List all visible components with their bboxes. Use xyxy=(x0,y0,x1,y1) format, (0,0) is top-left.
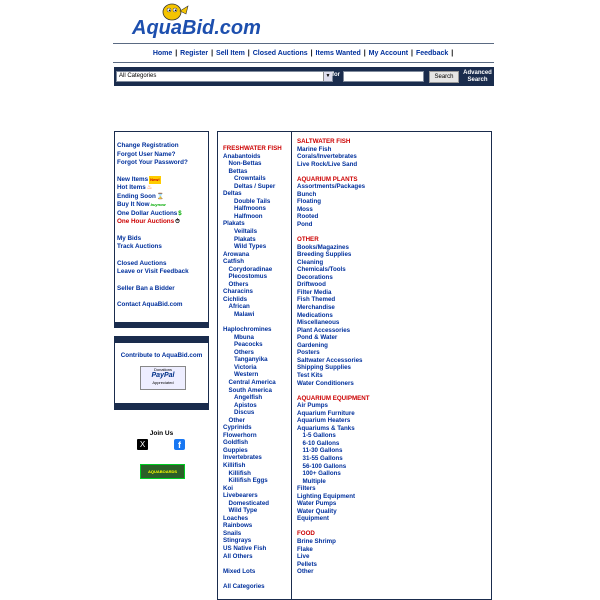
x-icon[interactable]: X xyxy=(137,439,148,450)
nav-closed-auctions[interactable]: Closed Auctions xyxy=(252,50,308,57)
category-link[interactable]: Corydoradinae xyxy=(228,265,273,273)
category-link[interactable]: Wild Types xyxy=(234,243,267,251)
contribute-box xyxy=(114,336,209,410)
category-link[interactable]: 11-30 Gallons xyxy=(302,447,343,455)
category-link[interactable]: Live Rock/Live Sand xyxy=(297,160,358,168)
menu-bottom-band xyxy=(115,322,208,328)
category-link[interactable]: Malawi xyxy=(234,311,255,319)
nav-feedback[interactable]: Feedback xyxy=(415,50,449,57)
category-link[interactable]: Pellets xyxy=(297,560,317,568)
category-link[interactable]: Central America xyxy=(228,378,276,386)
category-link[interactable]: African xyxy=(228,303,250,311)
nav-my-account[interactable]: My Account xyxy=(368,50,409,57)
closed-auctions-link[interactable]: Closed Auctions xyxy=(117,259,167,267)
category-link[interactable]: Floating xyxy=(297,198,322,206)
category-link[interactable]: Miscellaneous xyxy=(297,319,340,327)
hot-items-link[interactable]: Hot Items♨ xyxy=(117,184,153,191)
category-link[interactable]: Flowerhorn xyxy=(223,431,257,439)
category-link[interactable]: Bunch xyxy=(297,190,317,198)
category-link[interactable]: Decorations xyxy=(297,273,333,281)
category-link[interactable]: Domesticated xyxy=(228,499,270,507)
category-link[interactable]: 56-100 Gallons xyxy=(302,462,347,470)
category-link[interactable]: Discus xyxy=(234,409,255,417)
category-link[interactable]: Saltwater Accessories xyxy=(297,356,363,364)
category-link[interactable]: Plecostomus xyxy=(228,273,268,281)
category-link[interactable]: Western xyxy=(234,371,259,379)
category-link[interactable]: Multiple xyxy=(302,477,326,485)
category-link[interactable]: Killifish xyxy=(228,469,251,477)
category-link[interactable]: Shipping Supplies xyxy=(297,364,351,372)
category-link[interactable]: Cyprinids xyxy=(223,424,252,432)
advanced-search-link[interactable]: Advanced Search xyxy=(463,70,492,83)
forgot-username-link[interactable]: Forgot User Name? xyxy=(117,150,176,158)
category-heading: FRESHWATER FISH xyxy=(223,145,282,152)
contact-link[interactable]: Contact AquaBid.com xyxy=(117,301,183,308)
category-link[interactable]: 100+ Gallons xyxy=(302,470,341,478)
category-link[interactable]: Lighting Equipment xyxy=(297,492,356,500)
category-link[interactable]: Chemicals/Tools xyxy=(297,266,346,274)
category-link[interactable]: Aquarium Furniture xyxy=(297,409,355,417)
buy-it-now-link[interactable]: Buy It Nowbuynow xyxy=(117,201,166,208)
category-link[interactable]: Halfmoons xyxy=(234,205,266,213)
category-link[interactable]: Plakats xyxy=(234,235,256,243)
category-link[interactable]: Merchandise xyxy=(297,304,335,312)
category-link[interactable]: Veiltails xyxy=(234,228,258,236)
category-link[interactable]: Marine Fish xyxy=(297,145,332,153)
search-input[interactable] xyxy=(343,71,424,82)
category-link[interactable]: All Others xyxy=(223,552,253,560)
category-link[interactable]: Wild Type xyxy=(228,507,258,515)
nav-separator: | xyxy=(451,50,454,57)
for-label: for xyxy=(332,72,340,78)
category-link[interactable]: Livebearers xyxy=(223,492,258,500)
category-heading: OTHER xyxy=(297,236,319,244)
nav-separator: | xyxy=(175,50,178,57)
spacer xyxy=(297,229,370,237)
paypal-donate-button[interactable] xyxy=(140,366,186,390)
category-heading: FOOD xyxy=(297,530,315,538)
left-menu xyxy=(114,131,209,328)
nav-divider xyxy=(113,62,494,63)
category-link[interactable]: Stingrays xyxy=(223,537,252,545)
category-link[interactable]: Arowana xyxy=(223,250,250,258)
category-link[interactable]: Driftwood xyxy=(297,281,326,289)
nav-separator: | xyxy=(211,50,214,57)
category-link[interactable]: Rainbows xyxy=(223,522,253,530)
logo-text: AquaBid.com xyxy=(132,17,261,39)
category-link[interactable]: Halfmoon xyxy=(234,212,263,220)
category-link[interactable]: Killifish Eggs xyxy=(228,477,268,485)
category-link[interactable]: Water Conditioners xyxy=(297,379,354,387)
category-link[interactable]: Aquarium Heaters xyxy=(297,417,351,425)
category-link[interactable]: Koi xyxy=(223,484,233,492)
category-link[interactable]: Corals/Invertebrates xyxy=(297,153,357,161)
buynow-badge-icon: buynow xyxy=(150,202,166,207)
category-link[interactable]: Deltas / Super xyxy=(234,182,276,190)
categories-right-column xyxy=(297,138,370,576)
track-auctions-link[interactable]: Track Auctions xyxy=(117,243,162,250)
category-link[interactable]: Medications xyxy=(297,311,333,319)
category-link[interactable]: Filters xyxy=(297,485,316,493)
change-registration-link[interactable]: Change Registration xyxy=(117,142,179,149)
category-link[interactable]: Goldfish xyxy=(223,439,249,447)
category-link[interactable]: Pond xyxy=(297,221,313,229)
category-link[interactable]: Angelfish xyxy=(234,394,263,402)
category-link[interactable]: Killifish xyxy=(223,461,246,469)
categories-left-column xyxy=(223,145,282,590)
category-link[interactable]: Fish Themed xyxy=(297,296,336,304)
aquabid-logo[interactable] xyxy=(130,2,261,42)
category-link[interactable]: 1-5 Gallons xyxy=(302,432,336,440)
category-link[interactable]: Filter Media xyxy=(297,288,332,296)
categories-box xyxy=(217,131,492,600)
category-link[interactable]: Guppies xyxy=(223,446,248,454)
one-hour-auctions-link[interactable]: One Hour Auctions⏱ xyxy=(117,218,180,225)
category-link[interactable]: Mbuna xyxy=(234,333,254,341)
category-link[interactable]: Tanganyika xyxy=(234,356,268,364)
new-badge-icon: New! xyxy=(149,176,161,185)
contribute-title: Contribute to AquaBid.com xyxy=(120,352,203,359)
nav-separator: | xyxy=(247,50,250,57)
seller-ban-link[interactable]: Seller Ban a Bidder xyxy=(117,284,175,292)
category-link[interactable]: Water Pumps xyxy=(297,500,337,508)
top-navigation xyxy=(113,50,494,57)
category-link[interactable]: Double Tails xyxy=(234,197,271,205)
category-link[interactable]: Water Quality xyxy=(297,507,337,515)
category-link[interactable]: Other xyxy=(228,416,246,424)
category-link[interactable]: Apistos xyxy=(234,401,257,409)
hourglass-icon: ⌛ xyxy=(156,193,165,200)
category-link[interactable]: Non-Bettas xyxy=(228,160,262,168)
category-link[interactable]: 31-55 Gallons xyxy=(302,454,343,462)
category-link[interactable]: Rooted xyxy=(297,213,319,221)
category-link[interactable]: Plakats xyxy=(223,220,245,228)
nav-separator: | xyxy=(363,50,366,57)
forgot-password-link[interactable]: Forgot Your Password? xyxy=(117,159,188,166)
category-select[interactable]: All Categories ▼ xyxy=(116,71,333,82)
feedback-link[interactable]: Leave or Visit Feedback xyxy=(117,268,189,275)
paypal-bottom-text: Appreciated xyxy=(152,380,174,385)
category-link[interactable]: Victoria xyxy=(234,363,257,371)
category-link[interactable]: Cichlids xyxy=(223,295,248,303)
category-link[interactable]: Air Pumps xyxy=(297,402,328,410)
category-link[interactable]: Books/Magazines xyxy=(297,243,349,251)
spacer xyxy=(297,523,370,531)
category-heading: AQUARIUM PLANTS xyxy=(297,175,358,183)
nav-separator: | xyxy=(411,50,414,57)
chevron-down-icon: ▼ xyxy=(323,72,332,81)
category-link[interactable]: Peacocks xyxy=(234,341,263,349)
category-link[interactable]: Cleaning xyxy=(297,258,324,266)
flame-icon: ♨ xyxy=(146,185,153,191)
contribute-bottom-band xyxy=(115,403,208,409)
category-link[interactable]: All Categories xyxy=(223,582,265,590)
column-divider xyxy=(291,132,292,599)
search-button[interactable]: Search xyxy=(429,71,459,83)
category-link[interactable]: Aquariums & Tanks xyxy=(297,424,355,432)
nav-home[interactable]: Home xyxy=(152,50,173,57)
spacer xyxy=(223,319,282,327)
spacer xyxy=(223,560,282,568)
category-link[interactable]: Mixed Lots xyxy=(223,567,256,575)
category-link[interactable]: Crowntails xyxy=(234,175,266,183)
ending-soon-link[interactable]: Ending Soon⌛ xyxy=(117,192,165,200)
category-link[interactable]: Equipment xyxy=(297,515,329,523)
category-link[interactable]: Others xyxy=(234,348,254,356)
category-link[interactable]: Gardening xyxy=(297,341,328,349)
spacer xyxy=(297,387,370,395)
contribute-top-band xyxy=(115,337,208,343)
facebook-icon[interactable]: f xyxy=(174,439,185,450)
category-link[interactable]: Bettas xyxy=(228,167,248,175)
category-link[interactable]: Snails xyxy=(223,529,242,537)
category-link[interactable]: Deltas xyxy=(223,190,242,198)
category-link[interactable]: South America xyxy=(228,386,272,394)
category-link[interactable]: Posters xyxy=(297,349,320,357)
category-link[interactable]: Invertebrates xyxy=(223,454,262,462)
nav-sell-item[interactable]: Sell Item xyxy=(216,50,245,57)
category-link[interactable]: Assortments/Packages xyxy=(297,183,366,191)
new-items-link[interactable]: New Items New! xyxy=(117,175,160,183)
category-link[interactable]: Haplochromines xyxy=(223,326,272,334)
paypal-top-text: Donations xyxy=(153,367,172,372)
category-link[interactable]: Live xyxy=(297,553,310,561)
top-divider xyxy=(113,43,494,44)
category-link[interactable]: Anabantoids xyxy=(223,152,261,160)
category-link[interactable]: 6-10 Gallons xyxy=(302,439,340,447)
nav-register[interactable]: Register xyxy=(180,50,209,57)
category-link[interactable]: Brine Shrimp xyxy=(297,537,336,545)
category-link[interactable]: Loaches xyxy=(223,514,249,522)
category-link[interactable]: Catfish xyxy=(223,258,244,266)
category-link[interactable]: Pond & Water xyxy=(297,334,338,342)
nav-separator: | xyxy=(310,50,313,57)
spacer xyxy=(297,168,370,176)
category-heading: AQUARIUM EQUIPMENT xyxy=(297,394,370,402)
category-link[interactable]: Moss xyxy=(297,205,313,213)
one-dollar-auctions-link[interactable]: One Dollar Auctions$ xyxy=(117,209,182,217)
category-link[interactable]: Flake xyxy=(297,545,313,553)
category-link[interactable]: Test Kits xyxy=(297,371,323,379)
search-bar xyxy=(114,67,494,86)
paypal-logo: PayPal xyxy=(151,372,175,379)
my-bids-link[interactable]: My Bids xyxy=(117,234,142,242)
category-link[interactable]: Breeding Supplies xyxy=(297,251,352,259)
category-link[interactable]: Plant Accessories xyxy=(297,326,351,334)
category-link[interactable]: US Native Fish xyxy=(223,544,267,552)
stopwatch-icon: ⏱ xyxy=(175,219,180,225)
category-heading: SALTWATER FISH xyxy=(297,138,351,145)
spacer xyxy=(223,575,282,583)
aquaboards-logo[interactable]: AQUABOARDS xyxy=(140,464,185,479)
category-link[interactable]: Others xyxy=(228,280,249,288)
nav-items-wanted[interactable]: Items Wanted xyxy=(315,50,361,57)
money-icon: $ xyxy=(178,210,182,217)
category-link[interactable]: Other xyxy=(297,568,314,576)
join-us-label: Join Us xyxy=(149,430,174,437)
category-link[interactable]: Characins xyxy=(223,288,253,296)
